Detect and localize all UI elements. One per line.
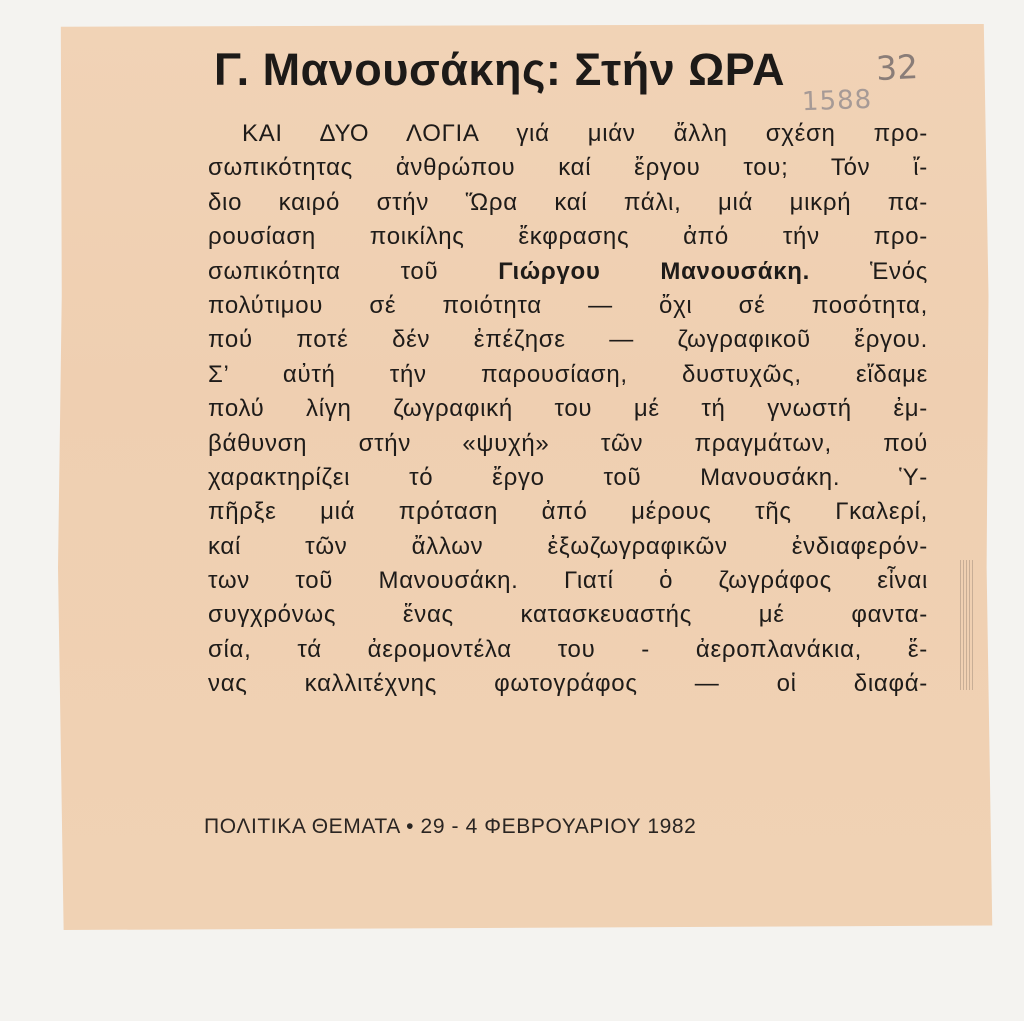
article-line-part: Ἑνός [810, 257, 929, 285]
paper-crease [960, 560, 974, 690]
article-line: των τοῦ Μανουσάκη. Γιατί ὁ ζωγράφος εἶναι [208, 567, 928, 595]
article-line: καί τῶν ἄλλων ἐξωζωγραφικῶν ἐνδιαφερόν- [208, 532, 928, 560]
handwritten-page-number: 32 [875, 46, 919, 89]
article-line: συγχρόνως ἕνας κατασκευαστής μέ φαντα- [208, 601, 928, 629]
article-line: πῆρξε μιά πρόταση ἀπό μέρους τῆς Γκαλερί, [208, 498, 928, 526]
article-line: Σ’ αὐτή τήν παρουσίαση, δυστυχῶς, εἴδαμε [208, 360, 928, 388]
article-line-part: σωπικότητα τοῦ [208, 257, 499, 285]
article-line [208, 255, 928, 289]
article-line: βάθυνση στήν «ψυχή» τῶν πραγμάτων, πού [208, 429, 928, 457]
publication-footer: ΠΟΛΙΤΙΚΑ ΘΕΜΑΤΑ • 29 - 4 ΦΕΒΡΟΥΑΡΙΟΥ 1982 [204, 815, 697, 838]
article-line: χαρακτηρίζει τό ἔργο τοῦ Μανουσάκη. Ὑ- [208, 463, 928, 491]
article-line: πολύ λίγη ζωγραφική του μέ τή γνωστή ἐμ- [208, 395, 928, 423]
article-headline: Γ. Μανουσάκης: Στήν ΩΡΑ [214, 44, 785, 95]
article-body [208, 117, 928, 702]
handwritten-archive-code: 1588 [801, 84, 873, 118]
article-line: διο καιρό στήν Ὥρα καί πάλι, μιά μικρή πα- [208, 188, 928, 216]
article-line: πού ποτέ δέν ἐπέζησε — ζωγραφικοῦ ἔργου. [208, 326, 928, 354]
article-line: ΚΑΙ ΔΥΟ ΛΟΓΙΑ γιά μιάν ἄλλη σχέση προ- [242, 120, 928, 147]
article-line: πολύτιμου σέ ποιότητα — ὄχι σέ ποσότητα, [208, 291, 928, 319]
article-line: νας καλλιτέχνης φωτογράφος — οἱ διαφά- [208, 670, 928, 698]
article-line: ρουσίαση ποικίλης ἔκφρασης ἀπό τήν προ- [208, 223, 928, 251]
article-line: σωπικότητας ἀνθρώπου καί ἔργου του; Τόν ἴ- [208, 154, 928, 182]
artist-name: Γιώργου Μανουσάκη. [498, 257, 811, 285]
article-line: σία, τά ἀερομοντέλα του - ἀεροπλανάκια, ἕ- [208, 635, 928, 663]
